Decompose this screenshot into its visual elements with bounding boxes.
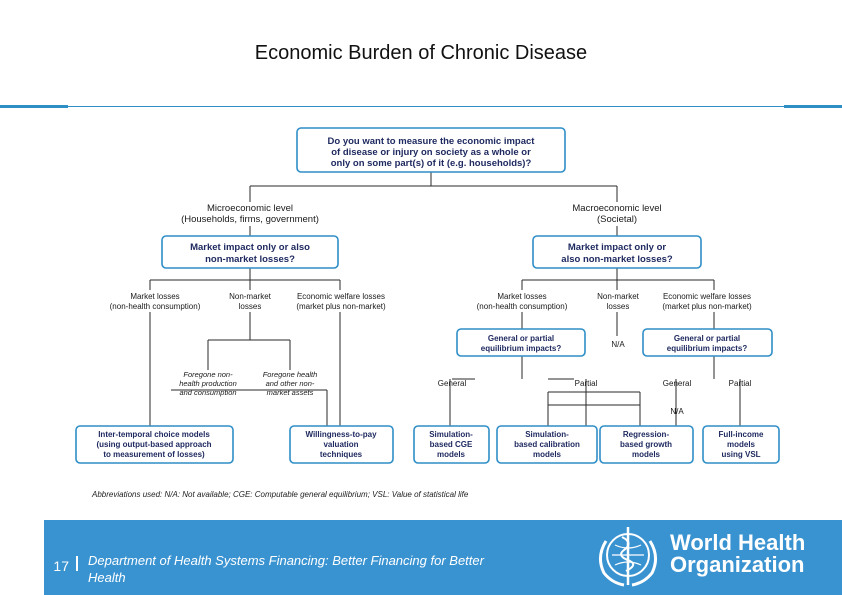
top-question-line: Do you want to measure the economic impact bbox=[327, 136, 535, 147]
abbreviations-note: Abbreviations used: N/A: Not available; CGE: Computable general equilibrium; VSL: Value of statistical life bbox=[92, 490, 469, 499]
foregone-nonhealth-label: Foregone non- bbox=[183, 370, 233, 379]
left-market-losses-label: (non-health consumption) bbox=[109, 302, 201, 311]
market-question-box-left bbox=[162, 236, 338, 268]
foregone-health-label: and other non- bbox=[265, 379, 315, 388]
macro-level-label: Macroeconomic level bbox=[572, 203, 662, 214]
footer-bar bbox=[44, 520, 842, 595]
na-label-lower: N/A bbox=[670, 407, 684, 416]
left-market-losses-label: Market losses bbox=[130, 292, 180, 301]
right-partial-label: Partial bbox=[728, 379, 752, 388]
equilibrium-question-box-left bbox=[457, 329, 585, 356]
svg-text:Full-income: Full-income bbox=[718, 430, 764, 439]
top-question-box bbox=[297, 128, 565, 172]
svg-text:based CGE: based CGE bbox=[429, 440, 473, 449]
svg-text:based calibration: based calibration bbox=[514, 440, 580, 449]
svg-text:Willingness-to-pay: Willingness-to-pay bbox=[305, 430, 377, 439]
svg-text:models: models bbox=[726, 440, 756, 449]
left-general-label: General bbox=[437, 379, 467, 388]
svg-text:equilibrium impacts?: equilibrium impacts? bbox=[666, 344, 748, 353]
right-nonmarket-label: losses bbox=[606, 302, 630, 311]
page-divider bbox=[76, 556, 78, 571]
svg-text:Simulation-: Simulation- bbox=[525, 430, 569, 439]
org-name-line: World Health bbox=[670, 530, 806, 555]
svg-text:Simulation-: Simulation- bbox=[429, 430, 473, 439]
svg-text:(using output-based approach: (using output-based approach bbox=[96, 440, 212, 449]
foregone-nonhealth-label: health production bbox=[179, 379, 237, 388]
equilibrium-question-box-right bbox=[643, 329, 772, 356]
svg-text:equilibrium impacts?: equilibrium impacts? bbox=[480, 344, 562, 353]
who-emblem-icon bbox=[592, 523, 664, 591]
micro-level-label: Microeconomic level bbox=[206, 203, 294, 214]
svg-text:based growth: based growth bbox=[619, 440, 673, 449]
right-market-losses-label: Market losses bbox=[497, 292, 547, 301]
micro-level-label: (Households, firms, government) bbox=[181, 214, 319, 225]
org-name-line: Organization bbox=[670, 552, 805, 577]
svg-text:using VSL: using VSL bbox=[721, 450, 761, 459]
right-welfare-label: (market plus non-market) bbox=[662, 302, 752, 311]
svg-text:General or partial: General or partial bbox=[673, 334, 741, 343]
svg-text:to measurement of losses): to measurement of losses) bbox=[103, 450, 205, 459]
left-nonmarket-label: losses bbox=[238, 302, 262, 311]
right-general-label: General bbox=[662, 379, 692, 388]
svg-text:Regression-: Regression- bbox=[622, 430, 670, 439]
page-number: 17 bbox=[53, 558, 69, 574]
svg-text:models: models bbox=[631, 450, 661, 459]
svg-text:models: models bbox=[436, 450, 466, 459]
org-name bbox=[670, 532, 805, 576]
svg-text:Inter-temporal choice models: Inter-temporal choice models bbox=[98, 430, 210, 439]
svg-text:models: models bbox=[532, 450, 562, 459]
svg-text:Market impact only or: Market impact only or bbox=[567, 242, 667, 253]
sim-calibration-box bbox=[497, 426, 597, 463]
na-label: N/A bbox=[611, 340, 625, 349]
right-nonmarket-label: Non-market bbox=[597, 292, 639, 301]
svg-text:valuation: valuation bbox=[323, 440, 359, 449]
svg-text:non-market losses?: non-market losses? bbox=[205, 254, 295, 265]
foregone-health-label: market assets bbox=[266, 388, 314, 397]
regression-box bbox=[600, 426, 693, 463]
svg-text:General or partial: General or partial bbox=[487, 334, 555, 343]
left-nonmarket-label: Non-market bbox=[229, 292, 271, 301]
department-text: Department of Health Systems Financing: Better Financing for Better Health bbox=[88, 553, 484, 585]
right-market-losses-label: (non-health consumption) bbox=[476, 302, 568, 311]
full-income-box bbox=[703, 426, 779, 463]
top-question-line: only on some part(s) of it (e.g. households)? bbox=[330, 158, 532, 169]
foregone-nonhealth-label: and consumption bbox=[179, 388, 237, 397]
top-question-line: of disease or injury on society as a whole or bbox=[331, 147, 531, 158]
foregone-health-label: Foregone health bbox=[262, 370, 318, 379]
left-welfare-label: (market plus non-market) bbox=[296, 302, 386, 311]
sim-cge-box bbox=[414, 426, 489, 463]
intertemporal-box bbox=[76, 426, 233, 463]
svg-text:Market impact only or also: Market impact only or also bbox=[190, 242, 310, 253]
right-welfare-label: Economic welfare losses bbox=[662, 292, 752, 301]
macro-level-label: (Societal) bbox=[596, 214, 638, 225]
market-question-box-right bbox=[533, 236, 701, 268]
left-partial-label: Partial bbox=[574, 379, 598, 388]
svg-text:also non-market losses?: also non-market losses? bbox=[561, 254, 673, 265]
left-welfare-label: Economic welfare losses bbox=[296, 292, 386, 301]
page-title: Economic Burden of Chronic Disease bbox=[254, 42, 588, 64]
willingness-to-pay-box bbox=[290, 426, 393, 463]
svg-text:techniques: techniques bbox=[319, 450, 363, 459]
